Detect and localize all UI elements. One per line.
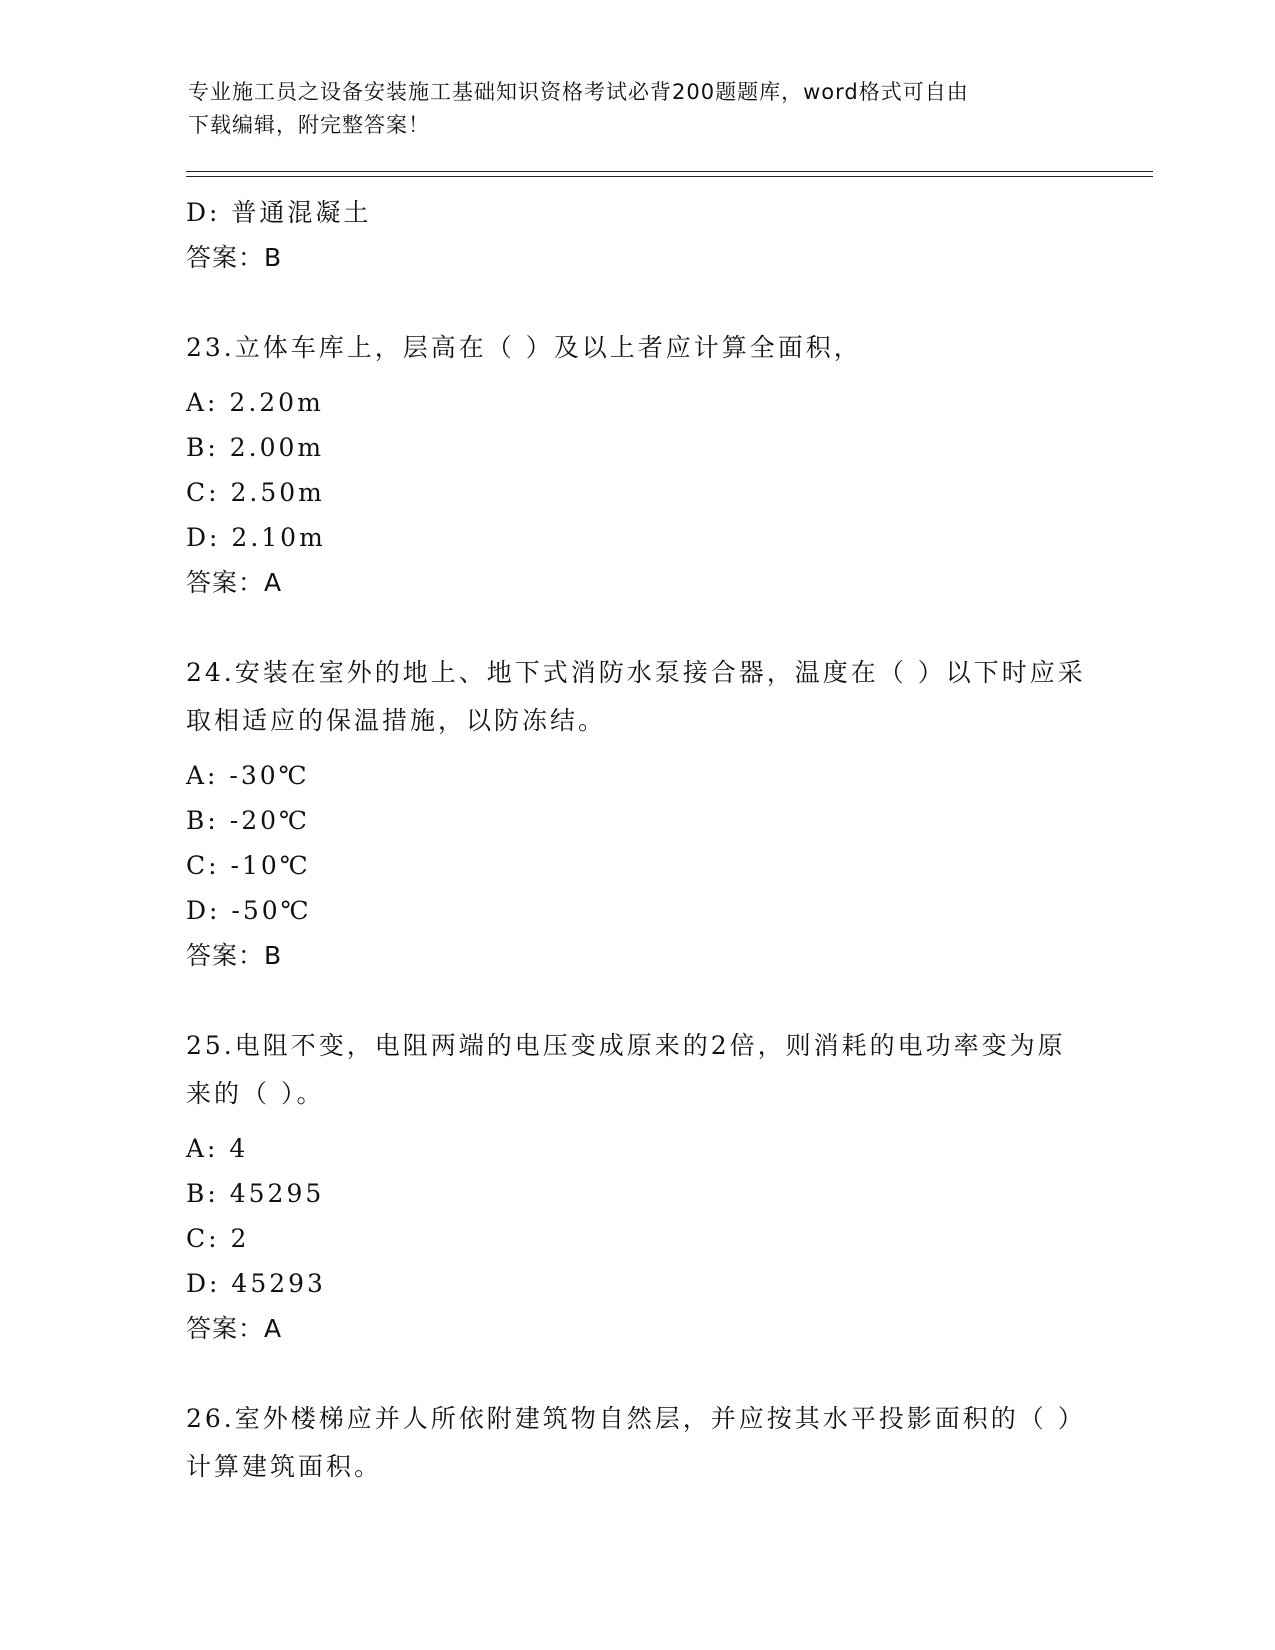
answer: 答案：A [186,568,283,597]
option-c: C: 2.50m [186,478,325,507]
question-text: 25.电阻不变，电阻两端的电压变成原来的2倍，则消耗的电功率变为原来的（ ）。 [186,1031,1066,1108]
option-a: A: 4 [186,1134,249,1163]
option-a: A: 2.20m [186,388,324,417]
option-a: A: -30℃ [186,761,310,790]
question-list [186,190,1086,1491]
page-header [188,76,1078,142]
prev-option-d: D: 普通混凝土 [186,198,372,227]
option-c: C: -10℃ [186,851,311,880]
option-c: C: 2 [186,1224,250,1253]
answer: 答案：A [186,1314,283,1343]
question-25 [186,1022,1086,1351]
question-text: 24.安装在室外的地上、地下式消防水泵接合器，温度在（ ）以下时应采取相适应的保温措施，以防冻结。 [186,658,1086,735]
option-b: B: 45295 [186,1179,325,1208]
header-rule-bottom [186,176,1153,177]
question-24 [186,649,1086,978]
question-26 [186,1395,1086,1491]
option-b: B: 2.00m [186,433,325,462]
option-d: D: 2.10m [186,523,326,552]
answer: 答案：B [186,941,283,970]
option-b: B: -20℃ [186,806,310,835]
question-text: 23.立体车库上，层高在（ ）及以上者应计算全面积， [186,333,862,362]
question-text: 26.室外楼梯应并人所依附建筑物自然层，并应按其水平投影面积的（ ）计算建筑面积。 [186,1404,1086,1481]
question-23 [186,324,1086,605]
option-d: D: -50℃ [186,896,312,925]
prev-answer: 答案：B [186,243,283,272]
header-title-line2: 下载编辑，附完整答案！ [188,113,430,137]
header-rule-top [186,171,1153,172]
option-d: D: 45293 [186,1269,326,1298]
header-title-line1: 专业施工员之设备安装施工基础知识资格考试必背200题题库，word格式可自由 [188,80,969,104]
